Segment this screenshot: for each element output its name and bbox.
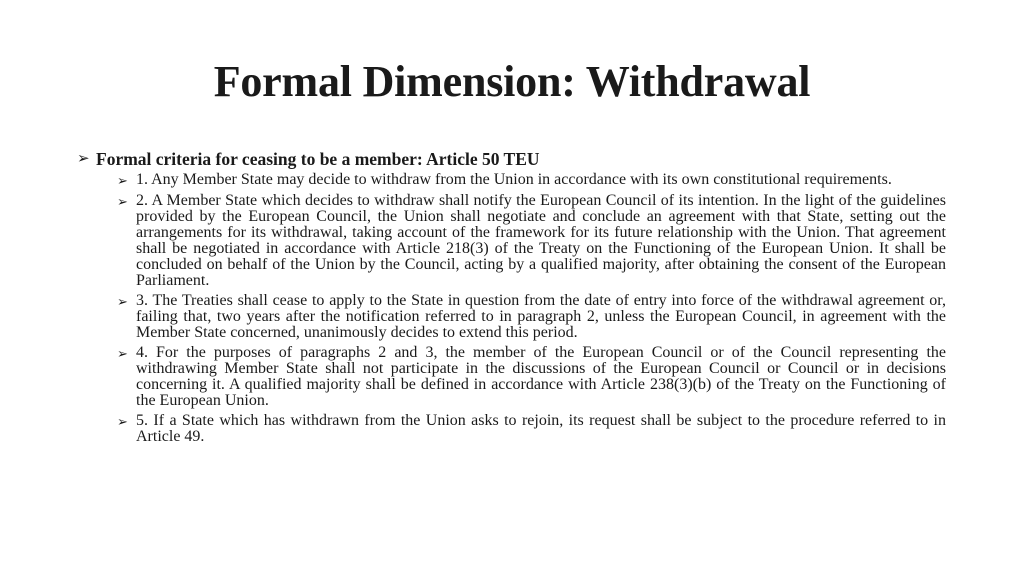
paragraph-item-2	[117, 193, 946, 289]
arrow-bullet-icon: ➢	[77, 151, 90, 167]
paragraph-text: 1. Any Member State may decide to withdraw from the Union in accordance with its own constitutional requirements.	[136, 171, 892, 188]
paragraph-item-5	[117, 413, 946, 445]
arrow-bullet-icon: ➢	[117, 173, 128, 188]
article-paragraph-list	[117, 172, 946, 449]
paragraph-text: 4. For the purposes of paragraphs 2 and 3, the member of the European Council or of the Council representing the withdrawing Member State shall not participate in the discussions of the European Council or Council or in decisions concerning it. A qualified majority shall be defined in accordance with Article 238(3)(b) of the Treaty on the Functioning of the European Union.	[136, 344, 946, 409]
arrow-bullet-icon: ➢	[117, 414, 128, 429]
main-bullet-text: Formal criteria for ceasing to be a member: Article 50 TEU	[96, 149, 540, 169]
paragraph-item-1	[117, 172, 946, 189]
paragraph-text: 2. A Member State which decides to withdraw shall notify the European Council of its intention. In the light of the guidelines provided by the European Council, the Union shall negotiate and conclude an agreement with that State, setting out the arrangements for its withdrawal, taking account of the framework for its future relationship with the Union. That agreement shall be negotiated in accordance with Article 218(3) of the Treaty on the Functioning of the European Union. It shall be concluded on behalf of the Union by the Council, acting by a qualified majority, after obtaining the consent of the European Parliament.	[136, 192, 946, 289]
main-bullet	[77, 148, 957, 170]
paragraph-item-4	[117, 345, 946, 409]
slide-title: Formal Dimension: Withdrawal	[213, 57, 811, 106]
paragraph-item-3	[117, 293, 946, 341]
arrow-bullet-icon: ➢	[117, 194, 128, 209]
paragraph-text: 5. If a State which has withdrawn from the Union asks to rejoin, its request shall be subject to the procedure referred to in Article 49.	[136, 412, 946, 445]
arrow-bullet-icon: ➢	[117, 294, 128, 309]
paragraph-text: 3. The Treaties shall cease to apply to the State in question from the date of entry into force of the withdrawal agreement or, failing that, two years after the notification referred to in paragraph 2, unless the European Council, in agreement with the Member State concerned, unanimously decides to extend this period.	[136, 292, 946, 341]
arrow-bullet-icon: ➢	[117, 346, 128, 361]
